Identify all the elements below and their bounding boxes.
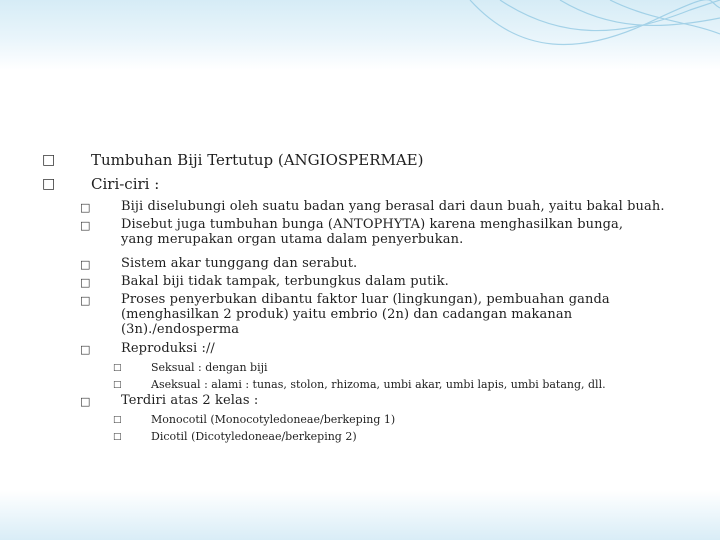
list-item-text: Reproduksi :// bbox=[121, 341, 215, 356]
list-item-text: Proses penyerbukan dibantu faktor luar (lingkungan), pembuahan ganda bbox=[121, 292, 610, 307]
bullet-icon: □ bbox=[80, 294, 91, 307]
list-item-text: (menghasilkan 2 produk) yaitu embrio (2n) dan cadangan makanan bbox=[121, 307, 573, 322]
sub-bullet-icon: □ bbox=[113, 380, 122, 390]
list-item-text: Bakal biji tidak tampak, terbungkus dalam putik. bbox=[121, 274, 449, 289]
sub-bullet-icon: □ bbox=[113, 415, 122, 425]
list-item-text: Disebut juga tumbuhan bunga (ANTOPHYTA) karena menghasilkan bunga, bbox=[121, 217, 624, 232]
list-item-text: Biji diselubungi oleh suatu badan yang berasal dari daun buah, yaitu bakal buah. bbox=[121, 199, 665, 214]
bullet-icon: □ bbox=[42, 176, 56, 192]
bullet-icon: □ bbox=[80, 395, 91, 408]
sub-bullet-icon: □ bbox=[113, 363, 122, 373]
deco-curve-1 bbox=[470, 0, 720, 45]
sub-list-item-text: Dicotil (Dicotyledoneae/berkeping 2) bbox=[151, 430, 357, 443]
bullet-icon: □ bbox=[80, 258, 91, 271]
list-item-text: Terdiri atas 2 kelas : bbox=[121, 393, 259, 408]
bullet-icon: □ bbox=[80, 276, 91, 289]
bullet-icon: □ bbox=[80, 201, 91, 214]
bullet-icon: □ bbox=[42, 152, 56, 168]
sub-list-item-text: Seksual : dengan biji bbox=[151, 361, 268, 374]
list-item-text: Sistem akar tunggang dan serabut. bbox=[121, 256, 358, 271]
slide-title: Tumbuhan Biji Tertutup (ANGIOSPERMAE) bbox=[91, 151, 424, 169]
list-item-text: (3n)./endosperma bbox=[121, 322, 240, 337]
bullet-icon: □ bbox=[80, 343, 91, 356]
bullet-icon: □ bbox=[80, 219, 91, 232]
sub-list-item-text: Monocotil (Monocotyledoneae/berkeping 1) bbox=[151, 413, 396, 426]
sub-list-item-text: Aseksual : alami : tunas, stolon, rhizoma, umbi akar, umbi lapis, umbi batang, dll. bbox=[151, 378, 606, 391]
slide-subtitle: Ciri-ciri : bbox=[91, 175, 160, 193]
sub-bullet-icon: □ bbox=[113, 432, 122, 442]
deco-curve-2 bbox=[500, 0, 720, 31]
deco-curve-3 bbox=[560, 0, 720, 25]
list-item-text: yang merupakan organ utama dalam penyerbukan. bbox=[121, 232, 464, 247]
